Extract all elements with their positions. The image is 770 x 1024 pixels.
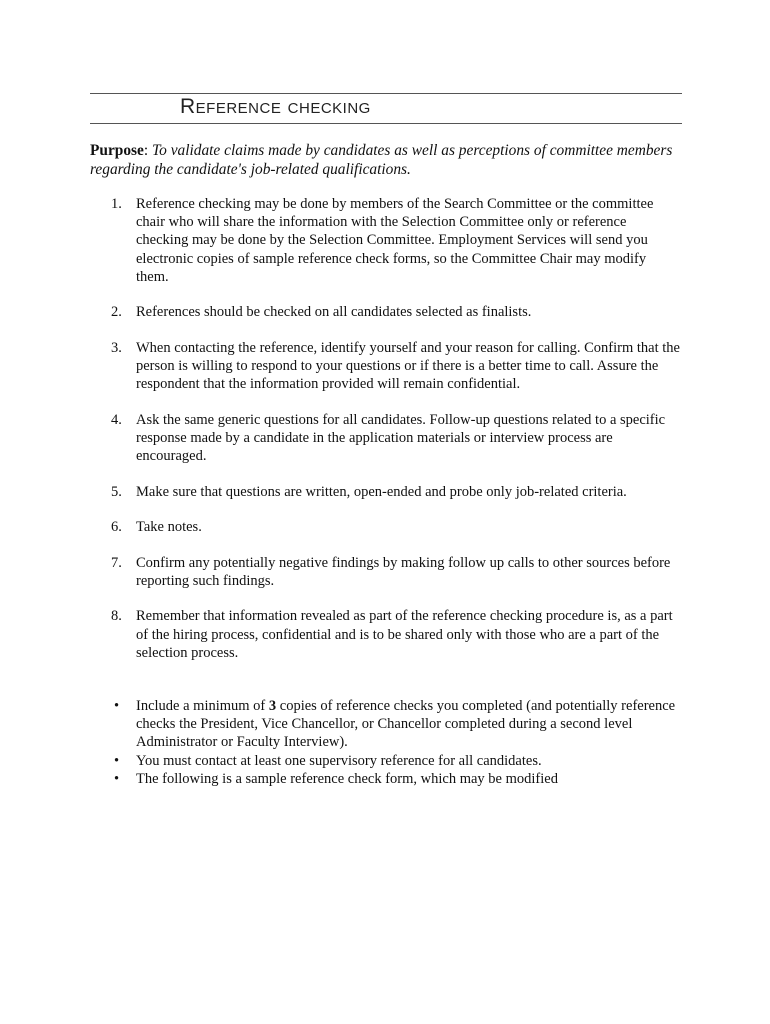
title-top-rule xyxy=(90,93,682,94)
list-item xyxy=(90,303,682,321)
list-item xyxy=(90,411,682,466)
bullet-item xyxy=(90,752,682,770)
purpose-separator: : xyxy=(143,142,152,159)
list-item xyxy=(90,607,682,662)
list-item-number: 3. xyxy=(111,339,122,356)
list-item-number: 1. xyxy=(111,196,122,212)
list-item-number: 6. xyxy=(111,519,122,536)
purpose-label: Purpose xyxy=(90,142,144,159)
list-item-text: Make sure that questions are written, open-ended and probe only job-related criteria. xyxy=(136,483,627,500)
purpose-paragraph xyxy=(90,142,682,179)
list-item xyxy=(90,483,682,501)
list-item xyxy=(90,554,682,590)
list-item-number: 8. xyxy=(111,608,122,625)
page-title: Reference checking xyxy=(180,95,371,118)
list-item xyxy=(90,339,682,394)
list-item-number: 5. xyxy=(111,483,122,500)
title-bottom-rule xyxy=(90,123,682,124)
list-item-text: Confirm any potentially negative findings by making follow up calls to other sources before reporting such findings. xyxy=(136,554,671,589)
list-item-number: 7. xyxy=(111,554,122,571)
list-item-text: References should be checked on all candidates selected as finalists. xyxy=(136,304,532,321)
bullet-item xyxy=(90,697,682,752)
list-item xyxy=(90,195,682,286)
list-item-text: When contacting the reference, identify yourself and your reason for calling. Confirm that the person is willing to respond to your questions or if there is a better time to call. Assure the respondent that the information provided will remain confidential. xyxy=(136,339,680,393)
purpose-text: To validate claims made by candidates as well as perceptions of committee members regarding the candidate's job-related qualifications. xyxy=(90,142,673,178)
bullet-text-after: copies of reference checks you completed (and potentially reference checks the President, Vice Chancellor, or Chancellor completed during a second level Administrator or Faculty Interview). xyxy=(136,698,676,751)
bullet-text-before: Include a minimum of xyxy=(136,698,269,714)
list-item-text: Ask the same generic questions for all candidates. Follow-up questions related to a specific response made by a candidate in the application materials or interview process are encouraged. xyxy=(136,411,666,465)
list-item-text: Remember that information revealed as part of the reference checking procedure is, as a part of the hiring process, confidential and is to be shared only with those who are a part of the selection process. xyxy=(136,608,673,661)
list-item xyxy=(90,518,682,536)
bullet-marker: • xyxy=(114,770,120,787)
bullet-list xyxy=(90,697,682,788)
list-item-number: 2. xyxy=(111,304,122,321)
bullet-marker: • xyxy=(114,698,120,714)
list-item-text: Reference checking may be done by members of the Search Committee or the committee chair who will share the information with the Selection Committee only or reference checking may be done by the Selection Committee. Employment Services will send you electronic copies of sample reference check forms, so the Committee Chair may modify them. xyxy=(136,196,654,285)
bullet-text-before: You must contact at least one supervisory reference for all candidates. xyxy=(136,752,542,769)
bullet-marker: • xyxy=(114,752,120,769)
bullet-text-bold: 3 xyxy=(268,698,277,714)
list-item-number: 4. xyxy=(111,411,122,428)
bullet-text-before: The following is a sample reference check form, which may be modified xyxy=(136,770,558,787)
list-item-text: Take notes. xyxy=(136,519,202,536)
bullet-item xyxy=(90,770,682,788)
numbered-list xyxy=(90,195,682,679)
